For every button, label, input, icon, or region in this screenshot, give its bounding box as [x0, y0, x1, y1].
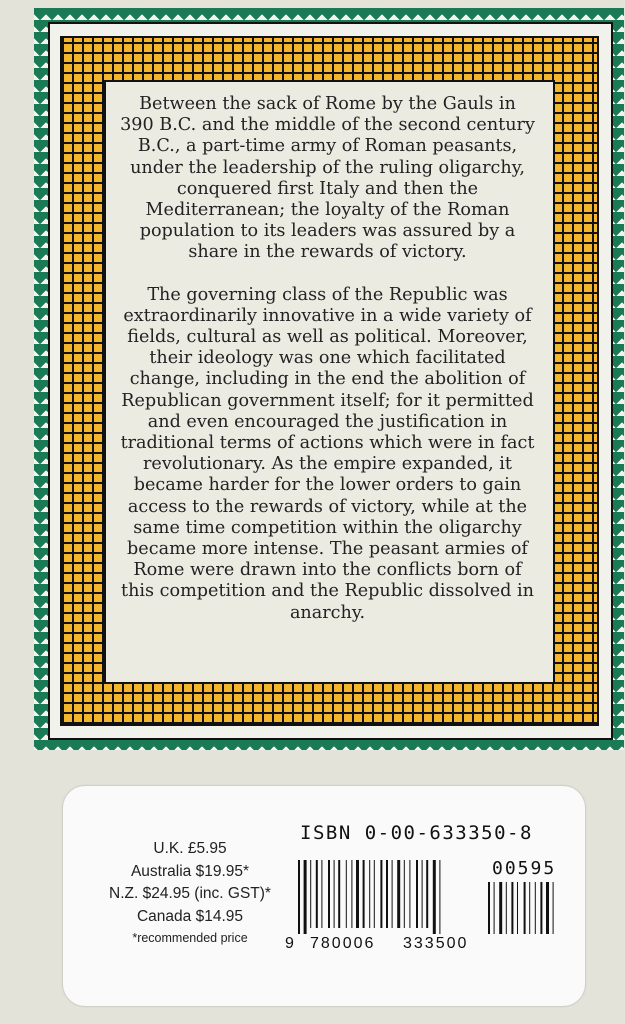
barcode-bar — [321, 860, 322, 928]
barcode-bar — [409, 860, 410, 928]
isbn-number: ISBN 0-00-633350-8 — [300, 822, 533, 844]
price-canada: Canada $14.95 — [136, 907, 243, 925]
barcode-bar — [397, 860, 400, 928]
barcode-bar — [369, 860, 370, 928]
addon-barcode-bar — [553, 882, 554, 934]
barcode-bar — [346, 860, 347, 928]
price-uk: U.K. £5.95 — [153, 840, 227, 857]
barcode-bar — [416, 860, 418, 928]
addon-barcode-bar — [494, 882, 495, 934]
barcode-bar — [328, 860, 330, 928]
addon-barcode-bar — [535, 882, 536, 934]
era-abbrev: B.C. — [159, 115, 197, 136]
barcode-bar — [351, 860, 352, 928]
ean-group-2: 333500 — [403, 935, 469, 952]
back-cover-blurb — [120, 94, 535, 645]
addon-barcode-bar — [540, 882, 542, 934]
price-nz: N.Z. $24.95 (inc. GST)* — [109, 885, 271, 902]
price-barcode-number: 00595 — [492, 858, 557, 879]
barcode-bar — [426, 860, 428, 928]
barcode-bar — [304, 860, 307, 934]
addon-barcode-bar — [506, 882, 507, 934]
addon-barcode-bar — [517, 882, 518, 934]
blurb-text: , a part-time army of Roman peasants, under the leadership of the ruling oligarchy, conquered first Italy and then the Mediterranean; the loyalty of the Roman population to its leaders was assured by a share in the rewards of victory. — [130, 136, 525, 263]
blurb-paragraph-2: The governing class of the Republic was extraordinarily innovative in a wide variety of fields, cultural as well as political. Moreover, their ideology was one which facilitated change, including in the end the abolition of Republican government itself; for it permitted and even encouraged the justification in traditional terms of actions which were in fact revolutionary. As the empire expanded, it became harder for the lower orders to gain access to the rewards of victory, while at the same time competition within the oligarchy became more intense. The peasant armies of Rome were drawn into the conflicts born of this competition and the Republic dissolved in anarchy. — [120, 284, 535, 623]
barcode-bar — [298, 860, 300, 934]
barcode-bar — [380, 860, 382, 928]
barcode-bar — [374, 860, 375, 928]
barcode-bar — [310, 860, 311, 928]
barcode-bar — [338, 860, 340, 928]
blurb-paragraph-1 — [120, 94, 535, 264]
price-note: *recommended price — [132, 931, 248, 945]
addon-barcode-bar — [511, 882, 513, 934]
barcode-bar — [316, 860, 318, 928]
barcode-bar — [392, 860, 393, 928]
barcode-bar — [386, 860, 388, 928]
barcode-bar — [422, 860, 423, 928]
era-abbrev: B.C. — [137, 136, 175, 157]
barcode-bar — [439, 860, 440, 934]
barcode-bar — [334, 860, 335, 928]
barcode-bar — [433, 860, 436, 934]
addon-barcode-bar — [546, 882, 549, 934]
addon-barcode-bar — [488, 882, 490, 934]
barcode-bar — [363, 860, 365, 928]
barcode-bar — [404, 860, 405, 928]
blurb-text: Between the sack of Rome by the Gauls in 390 — [120, 94, 516, 136]
barcode-bar — [356, 860, 359, 928]
addon-barcode-bar — [524, 882, 526, 934]
blurb-text: and the middle of the second century — [196, 115, 535, 136]
addon-barcode-bar — [499, 882, 502, 934]
price-list — [80, 838, 300, 948]
ean-first-digit: 9 — [285, 935, 294, 952]
ean-group-1: 780006 — [310, 935, 376, 952]
price-australia: Australia $19.95* — [130, 862, 250, 880]
addon-barcode-bar — [529, 882, 530, 934]
